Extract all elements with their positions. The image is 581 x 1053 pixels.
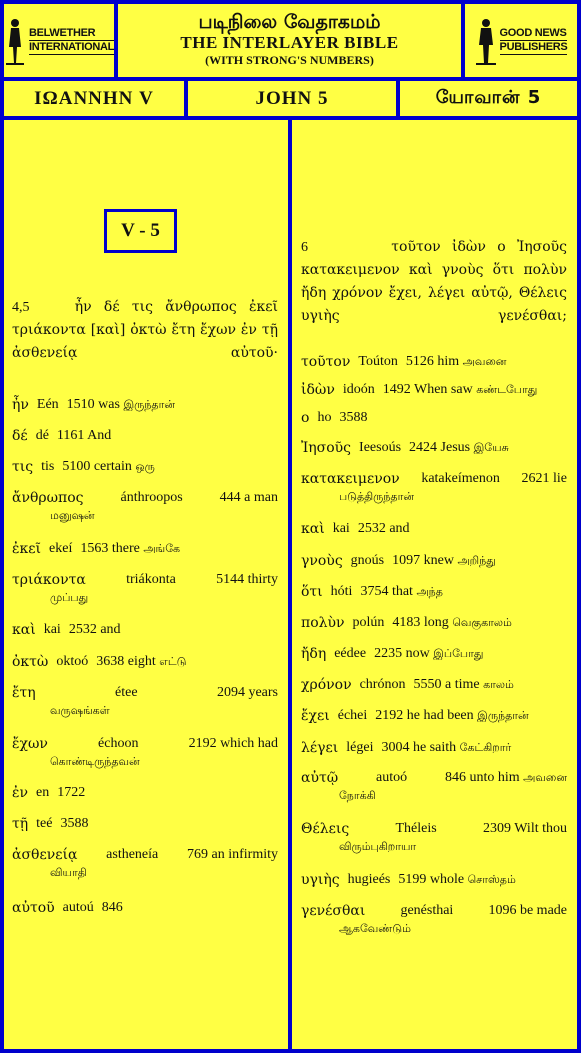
right-logo-line1: GOOD NEWS: [499, 26, 567, 39]
strong-number-english: [339, 410, 367, 426]
right-word-entry: [301, 872, 567, 888]
tamil-gloss-continued: மனுஷன்: [50, 509, 95, 522]
strong-number: 2094: [216, 685, 245, 700]
english-gloss: was: [98, 397, 120, 412]
right-logo-line2: PUBLISHERS: [499, 40, 568, 53]
word-entry-line: [12, 847, 278, 863]
tamil-gloss-continued: ஆகவேண்டும்: [339, 922, 411, 935]
word-entry-line: [301, 354, 567, 370]
verse-badge: V - 5: [104, 209, 177, 253]
english-gloss: knew: [423, 553, 454, 568]
left-logo-line2: INTERNATIONAL: [28, 40, 115, 53]
strong-number: 2235: [374, 646, 403, 661]
strong-number: 5100: [62, 459, 91, 474]
strong-number-english: [392, 615, 511, 631]
right-word-entry: [301, 615, 567, 631]
english-gloss: which had: [220, 736, 278, 751]
right-word-entry: [301, 410, 567, 426]
word-entry-line: [301, 872, 567, 888]
english-gloss: a man: [244, 490, 278, 505]
strong-number-english: [60, 816, 88, 832]
transliteration: Théleis: [395, 821, 437, 836]
right-word-entry: [301, 770, 567, 804]
english-gloss: years: [248, 685, 278, 700]
word-entry-line: [301, 903, 567, 919]
transliteration: hugieés: [347, 872, 391, 887]
tamil-gloss-continued: படுத்திருந்தான்: [339, 490, 415, 503]
right-logo: [465, 4, 577, 77]
word-entry-line: [301, 410, 567, 426]
word-entry-line: [12, 685, 278, 701]
tamil-gloss: இருந்தான்: [477, 709, 529, 722]
tamil-gloss-continued: விரும்புகிறாயா: [339, 840, 417, 853]
strong-number-english: [413, 677, 513, 693]
greek-word: δέ: [12, 428, 28, 444]
transliteration: échoon: [98, 736, 139, 751]
greek-word: τοῦτον: [301, 354, 351, 370]
greek-word: ο: [301, 410, 310, 426]
strong-number-english: [483, 821, 567, 837]
strong-number: 769: [187, 847, 208, 862]
greek-word: Ἰησοῦς: [301, 440, 352, 456]
right-verse-text: τοῦτον ἰδὼν ο Ἰησοῦς κατακειμενον καὶ γνοὺς ὅτι πολὺν ἤδη χρόνον ἔχει, λέγει αὐτῷ, Θέλεις υγιὴς γενέσθαι;: [301, 239, 568, 324]
transliteration: eédee: [334, 646, 367, 661]
tamil-gloss: இருந்தான்: [123, 398, 175, 411]
greek-word: χρόνον: [301, 677, 352, 693]
right-verse: [301, 236, 567, 328]
right-word-entry: [301, 553, 567, 569]
word-entry-line: [12, 816, 278, 832]
tamil-gloss: இப்போது: [433, 647, 484, 660]
transliteration: genésthai: [400, 903, 454, 918]
tamil-gloss: அவனை: [462, 355, 507, 368]
strong-number: 2621: [521, 471, 550, 486]
strong-number-english: [57, 785, 85, 801]
transliteration: Eén: [36, 397, 59, 412]
strong-number: 1492: [382, 382, 411, 397]
transliteration: légei: [346, 740, 374, 755]
bellwether-figure-icon: [4, 17, 26, 65]
strong-number: 1563: [80, 541, 109, 556]
greek-word: αὐτοῦ: [12, 900, 55, 916]
word-entry-line: [12, 900, 278, 916]
title-tamil: படிநிலை வேதாகமம்: [198, 11, 381, 33]
strong-number: 1096: [488, 903, 517, 918]
greek-word: τῇ: [12, 816, 29, 832]
word-entry-line: [301, 770, 567, 786]
english-gloss: certain: [93, 459, 132, 474]
word-entry-line: [301, 615, 567, 631]
strong-number-english: [102, 900, 123, 916]
tamil-gloss-continued: கொண்டிருந்தவன்: [50, 755, 140, 768]
greek-word: ἄνθρωπος: [12, 490, 84, 506]
strong-number-english: [189, 736, 278, 752]
strong-number-english: [375, 708, 528, 724]
english-gloss: long: [423, 615, 449, 630]
english-gloss: thirty: [247, 572, 278, 587]
word-entry-line: [301, 708, 567, 724]
tamil-gloss: வெகுகாலம்: [452, 616, 512, 629]
transliteration: autoú: [62, 900, 94, 915]
left-verse: [12, 296, 278, 365]
greek-word: ἀσθενείᾳ: [12, 847, 78, 863]
left-word-entry: [12, 900, 278, 916]
left-word-entry: [12, 785, 278, 801]
tamil-gloss: அவனை: [523, 771, 567, 784]
left-word-entry: [12, 816, 278, 832]
strong-number: 846: [101, 900, 123, 915]
greek-word: τριάκοντα: [12, 572, 86, 588]
transliteration: ekeí: [49, 541, 73, 556]
strong-number: 3588: [339, 410, 368, 425]
tamil-gloss: சொஸ்தம்: [467, 873, 516, 886]
right-verse-ref: 6: [301, 240, 308, 255]
greek-word: τις: [12, 459, 34, 475]
transliteration: en: [36, 785, 50, 800]
word-entry-line: [12, 397, 278, 413]
strong-number-english: [383, 382, 538, 398]
strong-number: 3638: [96, 654, 125, 669]
strong-number: 2192: [375, 708, 404, 723]
greek-word: ἦν: [12, 397, 29, 413]
word-entry-line: [301, 646, 567, 662]
left-word-entry: [12, 428, 278, 444]
right-word-entry: [301, 708, 567, 724]
greek-word: γνοὺς: [301, 553, 343, 569]
english-gloss: and: [100, 622, 121, 637]
word-entry-line: [12, 622, 278, 638]
right-word-entry: [301, 354, 567, 370]
transliteration: astheneía: [106, 847, 159, 862]
english-gloss: he had been: [406, 708, 474, 723]
chapter-english: JOHN 5: [188, 81, 396, 116]
left-logo-line1: BELWETHER: [29, 27, 114, 41]
transliteration: oktoó: [56, 654, 89, 669]
tamil-gloss-continued: வியாதி: [50, 866, 87, 879]
transliteration: triákonta: [126, 572, 176, 587]
word-entry-line: [12, 428, 278, 444]
word-entry-line: [301, 471, 567, 487]
strong-number: 1722: [57, 785, 86, 800]
greek-word: ἐν: [12, 785, 29, 801]
strong-number: 1510: [66, 397, 95, 412]
transliteration: kai: [43, 622, 61, 637]
right-word-entry: [301, 521, 567, 537]
strong-number: 3588: [60, 816, 89, 831]
strong-number: 2532: [357, 521, 386, 536]
left-word-entry: [12, 397, 278, 413]
strong-number-english: [374, 646, 483, 662]
strong-number-english: [62, 459, 155, 475]
greek-word: ἐκεῖ: [12, 541, 42, 557]
transliteration: katakeímenon: [421, 471, 500, 486]
strong-number-english: [409, 440, 509, 456]
strong-number: 2424: [409, 440, 438, 455]
strong-number: 5126: [405, 354, 434, 369]
strong-number-english: [80, 541, 180, 557]
tamil-gloss: கண்டபோது: [476, 383, 538, 396]
word-entry-line: [301, 821, 567, 837]
strong-number-english: [67, 397, 175, 413]
strong-number: 444: [219, 490, 241, 505]
transliteration: gnoús: [350, 553, 385, 568]
strong-number-english: [96, 654, 186, 670]
strong-number-english: [360, 584, 442, 600]
greek-word: ἔχει: [301, 708, 330, 724]
transliteration: polún: [352, 615, 385, 630]
english-gloss: a time: [444, 677, 480, 692]
greek-word: λέγει: [301, 740, 339, 756]
greek-word: ἔτη: [12, 685, 36, 701]
english-gloss: Jesus: [440, 440, 471, 455]
english-gloss: now: [405, 646, 430, 661]
transliteration: Toúton: [358, 354, 398, 369]
strong-number: 5144: [216, 572, 245, 587]
left-word-entry: [12, 541, 278, 557]
strong-number-english: [488, 903, 567, 919]
good-news-figure-icon: [475, 17, 497, 65]
right-word-entry: [301, 382, 567, 398]
transliteration: ánthroopos: [120, 490, 183, 505]
english-gloss: an infirmity: [211, 847, 278, 862]
tamil-gloss: அந்த: [416, 585, 443, 598]
transliteration: autoó: [376, 770, 408, 785]
strong-number-english: [392, 553, 496, 569]
word-entry-line: [12, 459, 278, 475]
left-word-entry: [12, 847, 278, 881]
transliteration: Ieesoús: [359, 440, 402, 455]
left-logo: [4, 4, 114, 77]
word-entry-line: [301, 740, 567, 756]
greek-word: γενέσθαι: [301, 903, 366, 919]
strong-number-english: [216, 572, 278, 588]
word-entry-line: [12, 572, 278, 588]
strong-number: 5199: [398, 872, 427, 887]
english-gloss: lie: [552, 471, 567, 486]
left-word-entry: [12, 572, 278, 606]
tamil-gloss: அறிந்து: [457, 554, 496, 567]
strong-number: 2309: [483, 821, 512, 836]
title-english: THE INTERLAYER BIBLE: [180, 33, 399, 52]
transliteration: ho: [317, 410, 332, 425]
transliteration: hóti: [330, 584, 353, 599]
transliteration: échei: [337, 708, 368, 723]
word-entry-line: [301, 382, 567, 398]
word-entry-line: [12, 541, 278, 557]
strong-number-english: [381, 740, 511, 756]
right-word-entry: [301, 677, 567, 693]
strong-number: 1161: [56, 428, 85, 443]
left-word-entry: [12, 490, 278, 524]
word-entry-line: [12, 490, 278, 506]
strong-number: 3004: [381, 740, 410, 755]
strong-number: 846: [445, 770, 466, 785]
english-gloss: be made: [519, 903, 567, 918]
greek-word: αὐτῷ: [301, 770, 339, 786]
greek-word: Θέλεις: [301, 821, 350, 837]
strong-number: 3754: [360, 584, 389, 599]
word-entry-line: [301, 584, 567, 600]
left-word-entry: [12, 654, 278, 670]
right-word-entry: [301, 471, 567, 505]
strong-number-english: [69, 622, 121, 638]
transliteration: tis: [41, 459, 55, 474]
english-gloss: When saw: [414, 382, 473, 397]
title-block: [118, 4, 461, 77]
strong-number: 4183: [392, 615, 421, 630]
right-word-entry: [301, 821, 567, 855]
right-word-entry: [301, 740, 567, 756]
strong-number: 5550: [413, 677, 442, 692]
greek-word: ἰδὼν: [301, 382, 335, 398]
strong-number-english: [445, 770, 567, 786]
greek-word: ἔχων: [12, 736, 48, 752]
left-word-entry: [12, 736, 278, 770]
left-word-entry: [12, 685, 278, 719]
strong-number-english: [217, 685, 278, 701]
tamil-gloss: கேட்கிறார்: [459, 741, 512, 754]
tamil-gloss-continued: நோக்கி: [339, 789, 376, 802]
right-word-entry: [301, 646, 567, 662]
transliteration: chrónon: [359, 677, 406, 692]
strong-number-english: [220, 490, 278, 506]
english-gloss: him: [437, 354, 460, 369]
chapter-tamil: யோவான் 5: [400, 81, 577, 116]
word-entry-line: [301, 553, 567, 569]
transliteration: idoón: [342, 382, 375, 397]
english-gloss: eight: [127, 654, 156, 669]
tamil-gloss: எட்டு: [159, 655, 187, 668]
strong-number-english: [187, 847, 278, 863]
greek-word: υγιὴς: [301, 872, 340, 888]
word-entry-line: [301, 677, 567, 693]
word-entry-line: [12, 736, 278, 752]
tamil-gloss-continued: வருஷங்கள்: [50, 704, 110, 717]
strong-number-english: [358, 521, 410, 537]
greek-word: ἤδη: [301, 646, 327, 662]
word-entry-line: [12, 785, 278, 801]
english-gloss: Wilt thou: [514, 821, 567, 836]
right-word-entry: [301, 903, 567, 937]
greek-word: κατακειμενον: [301, 471, 400, 487]
word-entry-line: [12, 654, 278, 670]
strong-number-english: [406, 354, 507, 370]
english-gloss: And: [87, 428, 112, 443]
english-gloss: there: [111, 541, 140, 556]
strong-number-english: [398, 872, 515, 888]
left-word-entry: [12, 622, 278, 638]
transliteration: kai: [332, 521, 350, 536]
greek-word: καὶ: [301, 521, 325, 537]
left-verse-text: ἦν δέ τις ἄνθρωπος ἐκεῖ τριάκοντα [καὶ] ὀκτὼ ἔτη ἔχων ἐν τῇ ἀσθενείᾳ αὐτοῦ·: [12, 299, 278, 361]
strong-number: 2192: [188, 736, 217, 751]
left-word-entry: [12, 459, 278, 475]
right-word-entry: [301, 584, 567, 600]
strong-number-english: [57, 428, 111, 444]
tamil-gloss-continued: முப்பது: [50, 591, 89, 604]
transliteration: dé: [35, 428, 49, 443]
transliteration: étee: [115, 685, 138, 700]
word-entry-line: [301, 440, 567, 456]
strong-number-english: [521, 471, 567, 487]
chapter-greek: ΙΩΑΝΝΗΝ V: [4, 81, 184, 116]
greek-word: ὀκτὼ: [12, 654, 49, 670]
tamil-gloss: அங்கே: [143, 542, 181, 555]
tamil-gloss: ஒரு: [135, 460, 155, 473]
subtitle: (WITH STRONG'S NUMBERS): [205, 53, 374, 67]
english-gloss: unto him: [469, 770, 520, 785]
greek-word: πολὺν: [301, 615, 345, 631]
right-word-entry: [301, 440, 567, 456]
transliteration: teé: [36, 816, 53, 831]
english-gloss: and: [389, 521, 410, 536]
strong-number: 1097: [392, 553, 421, 568]
word-entry-line: [301, 521, 567, 537]
english-gloss: he saith: [412, 740, 457, 755]
english-gloss: that: [391, 584, 413, 599]
left-verse-ref: 4,5: [12, 300, 30, 315]
greek-word: καὶ: [12, 622, 36, 638]
strong-number: 2532: [68, 622, 97, 637]
tamil-gloss: காலம்: [483, 678, 514, 691]
greek-word: ὅτι: [301, 584, 323, 600]
english-gloss: whole: [429, 872, 465, 887]
tamil-gloss: இயேசு: [473, 441, 509, 454]
